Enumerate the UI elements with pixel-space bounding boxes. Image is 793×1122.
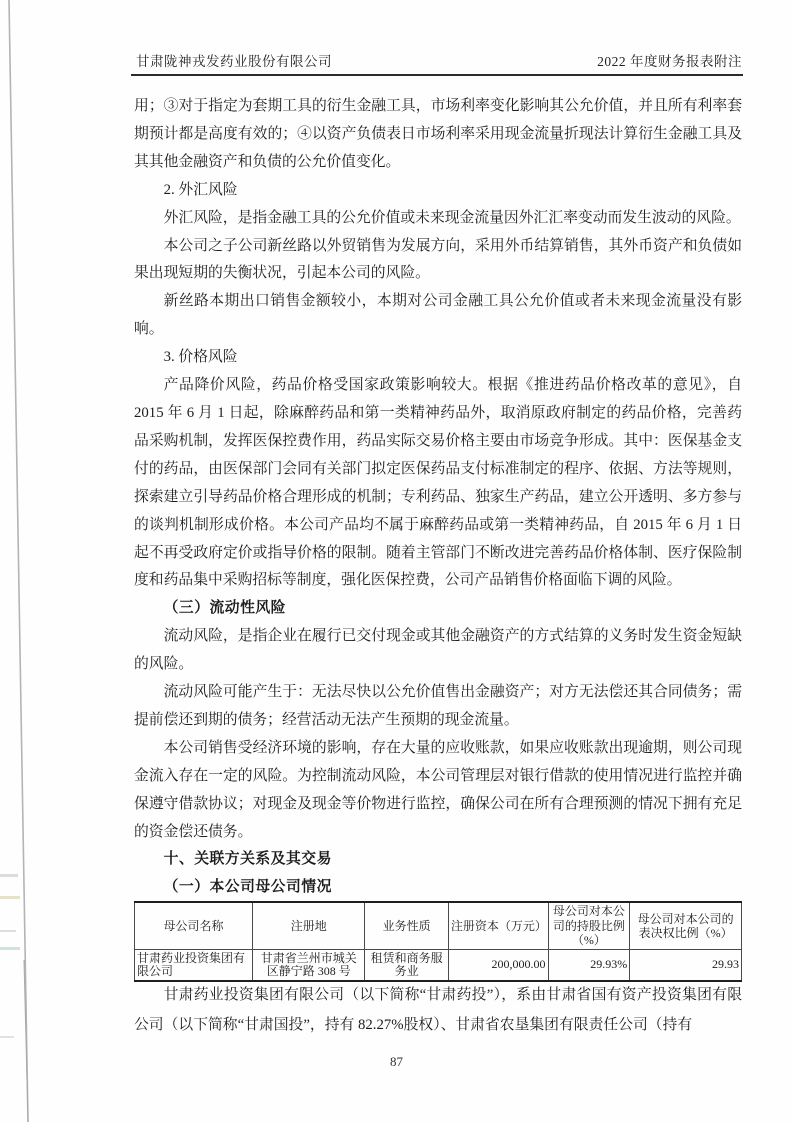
section-heading: （一）本公司母公司情况 [163,879,332,896]
paragraph: 流动风险可能产生于：无法尽快以公允价值售出金融资产；对方无法偿还其合同债务；需提前偿还到期的债务；经营活动无法产生预期的现金流量。 [134,684,742,728]
scan-tick-artifact [0,896,20,899]
table-header-cell: 业务性质 [365,902,448,950]
table-header-cell: 母公司名称 [135,902,253,950]
table-cell: 甘肃药业投资集团有限公司 [135,950,253,982]
table-body [135,950,742,982]
table-header-row [135,902,742,950]
paragraph: 甘肃药业投资集团有限公司（以下简称“甘肃药投”），系由甘肃省国有资产投资集团有限公司（以下简称“甘肃国投”，持有 82.27%股权）、甘肃省农垦集团有限责任公司（持有 [134,987,742,1033]
section-heading: （三）流动性风险 [163,600,286,617]
table-cell: 29.93% [548,950,630,982]
table-header-cell: 注册地 [253,902,365,950]
parent-company-table [134,901,742,982]
header-report-title: 2022 年度财务报表附注 [597,54,742,69]
scan-tick-artifact [0,947,20,950]
page-number: 87 [390,1054,403,1069]
paragraph: 产品降价风险，药品价格受国家政策影响较大。根据《推进药品价格改革的意见》，自 2015 年 6 月 1 日起，除麻醉药品和第一类精神药品外，取消原政府制定的药品价格，完善药品采购机制，发挥医保控费作用，药品实际交易价格主要由市场竞争形成。其中：医保基金支付的药品，由医保部门会同有关部门拟定医保药品支付标准制定的程序、依据、方法等规则，探索建立引导药品价格合理形成的机制；专利药品、独家生产药品，建立公开透明、多方参与的谈判机制形成价格。本公司产品均不属于麻醉药品或第一类精神药品，自 2015 年 6 月 1 日起不再受政府定价或指导价格的限制。随着主管部门不断改进完善药品价格体制、医疗保险制度和药品集中采购招标等制度，强化医保控费，公司产品销售价格面临下调的风险。 [134,377,742,589]
header-rule [131,74,743,76]
table-cell: 甘肃省兰州市城关区静宁路 308 号 [253,950,365,982]
table-cell: 200,000.00 [448,950,548,982]
section-heading: 2. 外汇风险 [163,181,238,198]
paragraph: 流动风险，是指企业在履行已交付现金或其他金融资产的方式结算的义务时发生资金短缺的风险。 [134,628,742,673]
table-row [135,950,742,982]
table-cell: 租赁和商务服务业 [365,950,448,982]
parent-company-table-wrap [134,901,742,982]
table-header-cell: 注册资本（万元） [448,902,548,950]
header-company-name: 甘肃陇神戎发药业股份有限公司 [136,54,332,69]
paragraph: 用；③对于指定为套期工具的衍生金融工具，市场利率变化影响其公允价值，并且所有利率套期预计都是高度有效的；④以资产负债表日市场利率采用现金流量折现法计算衍生金融工具及其其他金融资产和负债的公允价值变化。 [134,98,742,170]
document-body [134,93,742,902]
table-cell: 29.93 [630,950,742,982]
scan-tick-artifact [0,1036,14,1038]
after-table-paragraph-wrap [134,981,742,1040]
section-heading: 3. 价格风险 [163,349,238,366]
paragraph: 新丝路本期出口销售金额较小，本期对公司金融工具公允价值或者未来现金流量没有影响。 [134,293,742,338]
section-heading: 十、关联方关系及其交易 [163,851,332,868]
paragraph: 外汇风险，是指金融工具的公允价值或未来现金流量因外汇汇率变动而发生波动的风险。 [163,209,741,226]
paragraph: 本公司之子公司新丝路以外贸销售为发展方向，采用外币结算销售，其外币资产和负债如果出现短期的失衡状况，引起本公司的风险。 [134,237,742,282]
scan-tick-artifact [0,930,16,932]
table-header-cell: 母公司对本公司的持股比例（%） [548,902,630,950]
scan-tick-artifact [0,874,18,877]
table-header-cell: 母公司对本公司的表决权比例（%） [630,902,742,950]
paragraph: 本公司销售受经济环境的影响，存在大量的应收账款，如果应收账款出现逾期，则公司现金流入存在一定的风险。为控制流动风险，本公司管理层对银行借款的使用情况进行监控并确保遵守借款协议；对现金及现金等价物进行监控，确保公司在所有合理预测的情况下拥有充足的资金偿还债务。 [134,739,742,840]
